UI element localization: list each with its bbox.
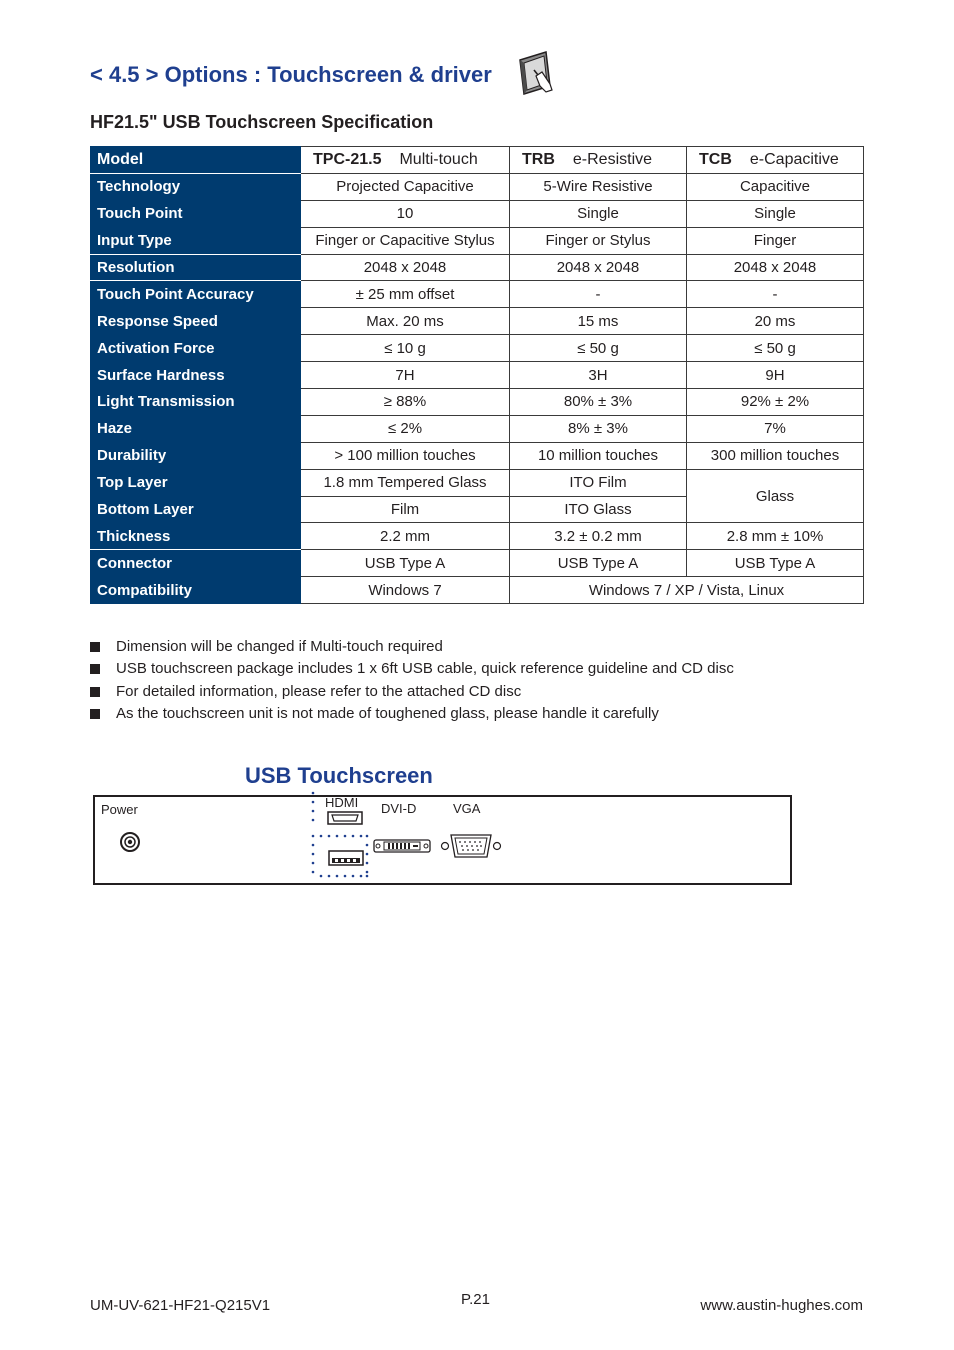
table-cell: 1.8 mm Tempered Glass [301,469,510,496]
table-cell: ≤ 10 g [301,335,510,362]
table-cell: USB Type A [687,550,864,577]
spec-heading: HF21.5" USB Touchscreen Specification [90,112,434,132]
list-item: For detailed information, please refer to the attached CD disc [90,681,734,703]
row-label: Response Speed [91,308,301,335]
page-number: P.21 [461,1291,490,1308]
power-label: Power [101,802,138,817]
model-header-tpc: TPC-21.5 Multi-touch [301,147,510,174]
table-row [91,550,864,577]
table-cell: Capacitive [687,173,864,200]
table-cell: ≤ 50 g [687,335,864,362]
table-cell: 92% ± 2% [687,389,864,416]
table-cell: 2048 x 2048 [510,254,687,281]
table-row [91,308,864,335]
table-row [91,281,864,308]
table-cell: ± 25 mm offset [301,281,510,308]
table-row [91,173,864,200]
table-cell: Windows 7 / XP / Vista, Linux [510,577,864,604]
table-cell: 3H [510,362,687,389]
table-row [91,469,864,496]
usb-touchscreen-title: USB Touchscreen [245,763,433,788]
table-cell: 80% ± 3% [510,389,687,416]
website-url: www.austin-hughes.com [700,1297,863,1314]
table-cell: Finger or Capacitive Stylus [301,227,510,254]
vga-label: VGA [453,801,481,816]
table-cell: ITO Film [510,469,687,496]
table-cell: 9H [687,362,864,389]
table-cell: ≤ 2% [301,415,510,442]
table-row [91,335,864,362]
table-cell: 3.2 ± 0.2 mm [510,523,687,550]
table-cell: 10 million touches [510,442,687,469]
usb-port-icon [328,850,364,866]
row-label: Light Transmission [91,389,301,416]
table-cell: ITO Glass [510,496,687,523]
table-cell: Single [687,200,864,227]
table-row [91,254,864,281]
table-header-row [91,147,864,174]
table-cell: 5-Wire Resistive [510,173,687,200]
table-cell: 2048 x 2048 [301,254,510,281]
model-header-trb: TRB e-Resistive [510,147,687,174]
row-label: Durability [91,442,301,469]
table-cell: 20 ms [687,308,864,335]
row-label: Technology [91,173,301,200]
table-cell: 2.8 mm ± 10% [687,523,864,550]
document-code: UM-UV-621-HF21-Q215V1 [90,1297,271,1314]
table-row [91,415,864,442]
table-cell: 15 ms [510,308,687,335]
square-bullet-icon [90,642,100,652]
table-cell: Film [301,496,510,523]
table-cell: 7H [301,362,510,389]
row-label: Activation Force [91,335,301,362]
square-bullet-icon [90,664,100,674]
table-cell: 300 million touches [687,442,864,469]
row-label: Input Type [91,227,301,254]
table-cell: Finger or Stylus [510,227,687,254]
section-title: < 4.5 > Options : Touchscreen & driver [90,62,492,87]
power-jack-icon [119,831,141,853]
row-label: Connector [91,550,301,577]
table-cell: Finger [687,227,864,254]
table-cell: - [510,281,687,308]
list-item: Dimension will be changed if Multi-touch required [90,636,734,658]
table-row [91,523,864,550]
table-row [91,389,864,416]
table-cell: Windows 7 [301,577,510,604]
table-row [91,577,864,604]
table-row [91,200,864,227]
row-label: Thickness [91,523,301,550]
table-cell: 2048 x 2048 [687,254,864,281]
hdmi-label: HDMI [325,795,359,810]
row-label: Touch Point Accuracy [91,281,301,308]
row-label: Surface Hardness [91,362,301,389]
table-cell: Glass [687,469,864,523]
table-row [91,227,864,254]
table-cell: ≥ 88% [301,389,510,416]
dvi-d-port-icon [373,837,431,855]
rear-io-panel [93,795,792,885]
row-label: Resolution [91,254,301,281]
spec-table [90,146,864,604]
table-cell: > 100 million touches [301,442,510,469]
row-label: Touch Point [91,200,301,227]
table-cell: 7% [687,415,864,442]
table-cell: 10 [301,200,510,227]
vga-port-icon [440,833,502,859]
hdmi-port-icon [327,811,363,825]
table-cell: Max. 20 ms [301,308,510,335]
row-label: Bottom Layer [91,496,301,523]
row-label: Top Layer [91,469,301,496]
table-cell: Single [510,200,687,227]
dvi-d-label: DVI-D [381,801,417,816]
list-item: As the touchscreen unit is not made of toughened glass, please handle it carefully [90,703,734,725]
table-cell: USB Type A [301,550,510,577]
model-header-tcb: TCB e-Capacitive [687,147,864,174]
table-row [91,362,864,389]
square-bullet-icon [90,687,100,697]
row-label: Haze [91,415,301,442]
row-label: Compatibility [91,577,301,604]
table-cell: ≤ 50 g [510,335,687,362]
table-row [91,442,864,469]
list-item: USB touchscreen package includes 1 x 6ft USB cable, quick reference guideline and CD disc [90,658,734,680]
table-cell: 8% ± 3% [510,415,687,442]
square-bullet-icon [90,709,100,719]
table-cell: Projected Capacitive [301,173,510,200]
touchscreen-hand-icon [516,50,556,96]
notes-list [90,636,734,725]
table-cell: USB Type A [510,550,687,577]
table-cell: - [687,281,864,308]
table-cell: 2.2 mm [301,523,510,550]
row-label: Model [91,147,301,174]
